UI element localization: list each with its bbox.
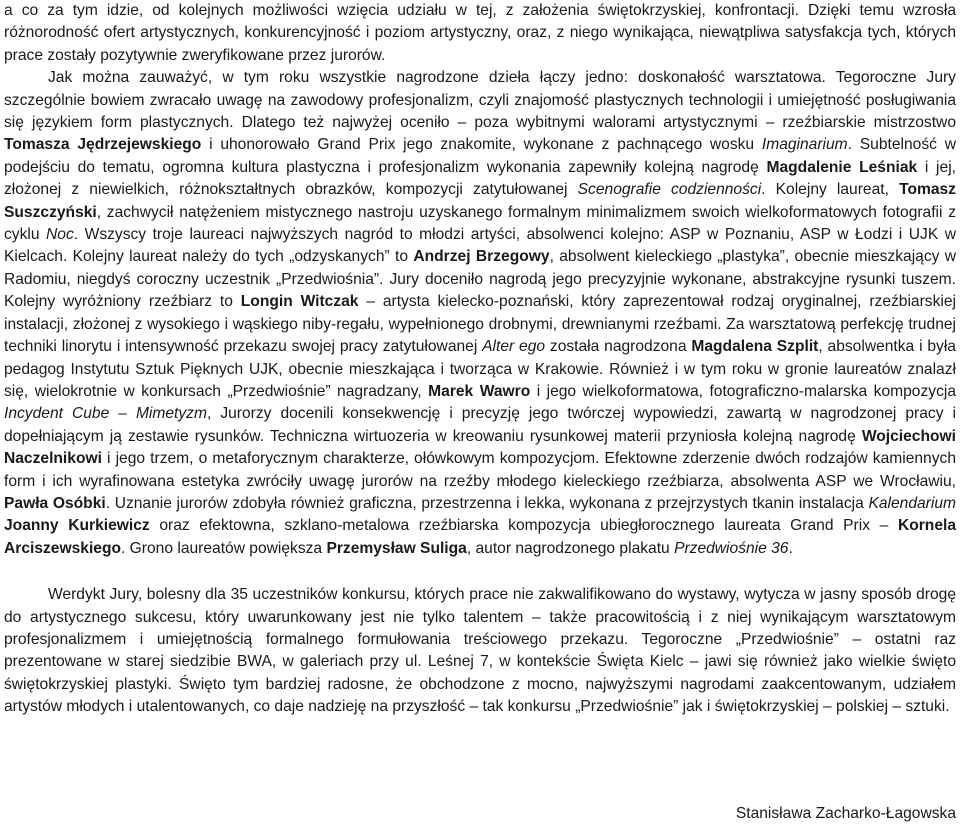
text-run: – artysta kielecko-poznański, który zaprezentował rodzaj oryginalnej, rzeźbiarskiej instalacji, złożonej z wysokiego i wąskiego niby-regału, wypełnionego drobnymi, drewnianymi rzeźbami. Za warsztatową perfekcję trudnej techniki linorytu i intensywność przekazu swojej pracy zatytułowanej: [4, 293, 956, 356]
artwork-title: Kalendarium: [868, 494, 956, 512]
text-run: i uhonorowało Grand Prix jego znakomite, wykonane z pachnącego wosku: [201, 136, 762, 154]
text-run: została nagrodzona: [545, 338, 692, 356]
artwork-title: Noc: [46, 226, 74, 244]
laureate-name: Tomasz Suszczyński: [4, 181, 956, 221]
artwork-title: Incydent Cube – Mimetyzm: [4, 405, 207, 423]
artwork-title: Imaginarium: [761, 136, 848, 154]
paragraph-jury-review: [4, 0, 956, 560]
text-run: , Jurorzy docenili konsekwencję i precyzję jego twórczej wypowiedzi, zawartą w nagrodzonej pracy i dopełniającym ją zestawie rysunków. Techniczna wirtuozeria w kreowaniu rysunkowej materii przyniosła kolejną nagrodę: [4, 405, 956, 445]
artwork-title: Alter ego: [482, 338, 546, 356]
text-run: , absolwent kieleckiego „plastyka”, obecnie mieszkający w Radomiu, niegdyś coroczny uczestnik „Przedwiośnia”. Jury doceniło nagrodą jego precyzyjnie wykonane, abstrakcyjne rysunki tuszem. Kolejny wyróżniony rzeźbiarz to: [4, 248, 957, 311]
artwork-title: Scenografie codzienności: [577, 181, 762, 199]
laureate-name: Joanny Kurkiewicz: [4, 517, 150, 535]
text-run: . Kolejny laureat,: [761, 181, 900, 199]
paragraph-verdict: Werdykt Jury, bolesny dla 35 uczestników konkursu, których prace nie zakwalifikowano do wystawy, wytycza w jasny sposób drogę do artystycznego sukcesu, który uwarunkowany jest nie tylko talentem – także pracowitością i z niej wynikającym warsztatowym profesjonalizmem i umiejętnością formalnego formułowania treściowego przekazu. Tegoroczne „Przedwiośnie” – ostatni raz prezentowane w starej siedzibie BWA, w galeriach przy ul. Leśnej 7, w kontekście Święta Kielc – jawi się również jako wielkie święto świętokrzyskiej plastyki. Święto tym bardziej radosne, że obchodzone z mocno, najwyższymi nagrodami zaakcentowanym, udziałem artystów młodych i utalentowanych, co daje nadzieję na przyszłość – tak konkursu „Przedwiośnie” jak i świętokrzyskiej – polskiej – sztuki.: [4, 586, 956, 716]
text-run: i jej, złożonej z niewielkich, różnokształtnych obrazków, kompozycji zatytułowanej: [4, 158, 956, 199]
text-run: , autor nagrodzonego plakatu: [466, 539, 675, 557]
laureate-name: Magdalenie Leśniak: [766, 158, 918, 176]
laureate-name: Longin Witczak: [240, 293, 359, 311]
text-run: . Wszyscy troje laureaci najwyższych nagród to młodzi artyści, absolwenci kolejno: ASP w Poznaniu, ASP w Łodzi i UJK w Kielcach. Kolejny laureat należy do tych „odzyskanych” to: [4, 226, 956, 266]
text-run: , absolwentka i była pedagog Instytutu Sztuk Pięknych UJK, obecnie mieszkająca i tworząca w Krakowie. Również i w tym roku w gronie laureatów znalazł się, wielokrotnie w konkursach „Przedwiośnie” nagradzany,: [4, 338, 956, 400]
text-run: . Subtelność w podejściu do tematu, ogromna kultura plastyczna i profesjonalizm wykonania zapewniły kolejną nagrodę: [4, 136, 956, 176]
laureate-name: Wojciechowi Naczelnikowi: [4, 427, 956, 468]
laureate-name: Magdalena Szplit: [691, 338, 819, 356]
text-run: i jego wielkoformatowa, fotograficzno-malarska kompozycja: [530, 382, 956, 400]
laureate-name: Kornela Arciszewskiego: [4, 517, 957, 557]
text-run: . Uznanie jurorów zdobyła również graficzna, przestrzenna i lekka, wykonana z przejrzystych tkanin instalacja: [105, 494, 869, 512]
text-run: Jak można zauważyć, w tym roku wszystkie nagrodzone dzieła łączy jedno: doskonałość warsztatowa.: [48, 69, 826, 87]
text-run: a co za tym idzie, od kolejnych możliwości wzięcia udziału w tej, z założenia świętokrzyskiej, konfrontacji. Dzięki temu wzrosła różnorodność ofert artystycznych, konkurencyjność i poziom artystyczny, oraz, z niego wynikająca, niewątpliwa satysfakcja tych, których prace zostały pozytywnie zweryfikowane przez jurorów.: [4, 2, 956, 64]
artwork-title: Przedwiośnie 36: [674, 539, 789, 557]
laureate-name: Pawła Osóbki: [4, 494, 106, 512]
text-run: Tegoroczne Jury szczególnie bowiem zwracało uwagę na zawodowy profesjonalizm, czyli znajomość plastycznych technologii i umiejętność posługiwania się językiem form plastycznych. Dlatego też najwyżej oceniło – poza wybitnymi walorami artystycznymi – rzeźbiarskie mistrzostwo: [4, 69, 956, 132]
text-run: i jego trzem, o metaforycznym charakterze, ołówkowym kompozycjom. Efektowne zderzenie dwóch rodzajów kamiennych form i ich wyrafinowana estetyka zwróciły uwagę jurorów na rzeźby młodego kieleckiego rzeźbiarza, absolwenta ASP we Wrocławiu,: [4, 450, 956, 490]
laureate-name: Przemysław Suliga: [326, 539, 467, 557]
text-run: , zachwycił natężeniem mistycznego nastroju uzyskanego formalnym minimalizmem swoich wielkoformatowych fotografii z cyklu: [4, 203, 956, 244]
author-signature: Stanisława Zacharko-Łagowska: [735, 805, 956, 822]
article-page: [4, 0, 956, 719]
text-run: oraz efektowna, szklano-metalowa rzeźbiarska kompozycja ubiegłorocznego laureata Grand Prix –: [149, 517, 898, 535]
laureate-name: Andrzej Brzegowy: [413, 248, 550, 266]
text-run: .: [788, 539, 793, 557]
laureate-name: Tomasza Jędrzejewskiego: [4, 136, 202, 154]
laureate-name: Marek Wawro: [428, 382, 531, 400]
text-run: . Grono laureatów powiększa: [121, 539, 327, 557]
